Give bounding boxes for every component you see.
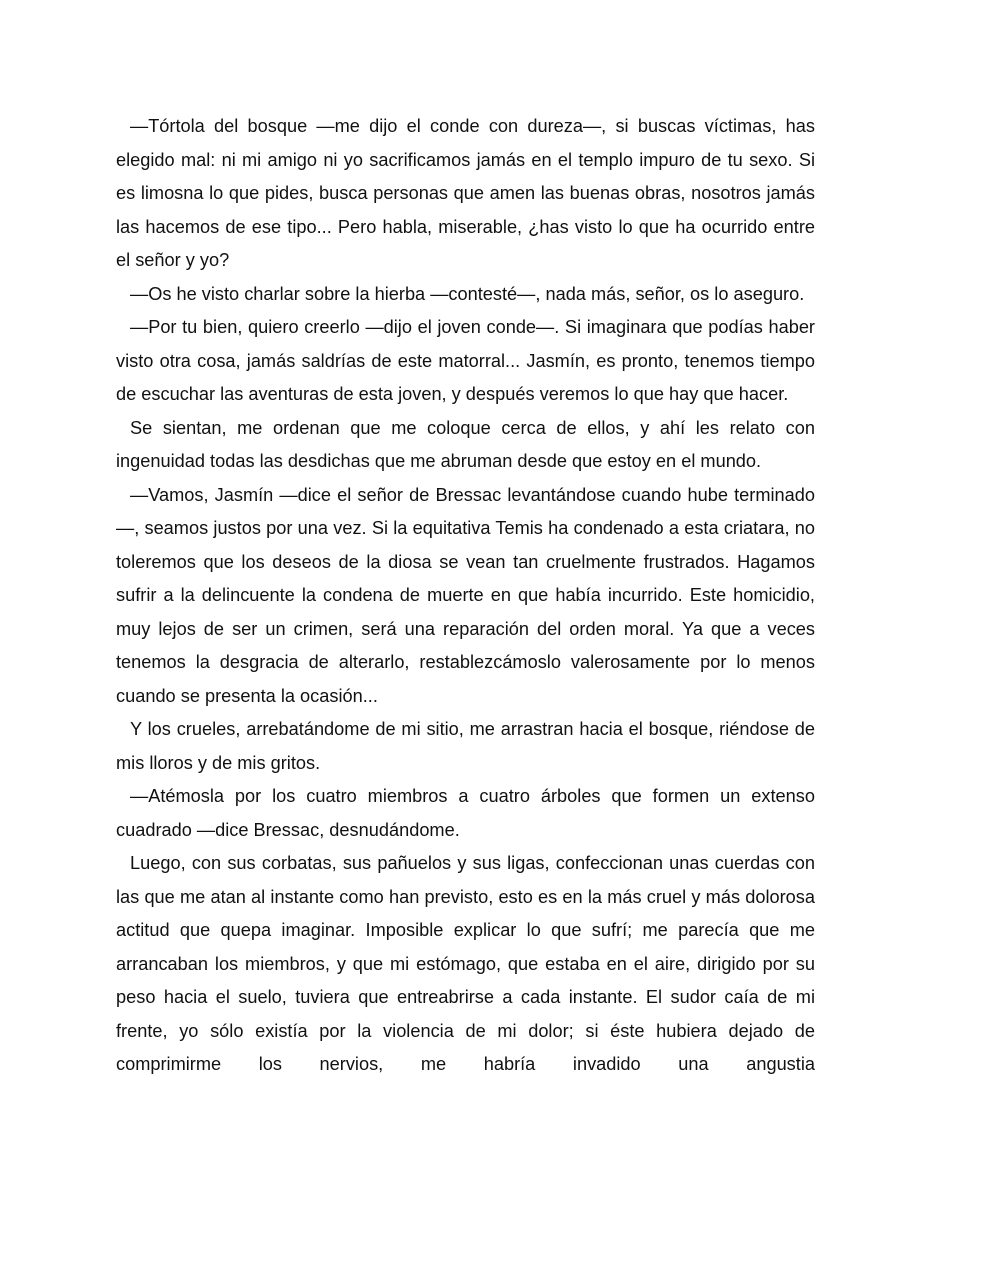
paragraph: —Vamos, Jasmín —dice el señor de Bressac levantándose cuando hube terminado—, seamos justos por una vez. Si la equitativa Temis ha condenado a esta criatara, no toleremos que los deseos de la diosa se vean tan cruelmente frustrados. Hagamos sufrir a la delincuente la condena de muerte en que había incurrido. Este homicidio, muy lejos de ser un crimen, será una reparación del orden moral. Ya que a veces tenemos la desgracia de alterarlo, restablezcámoslo valerosamente por lo menos cuando se presenta la ocasión... <box>116 484 815 706</box>
paragraph: —Por tu bien, quiero creerlo —dijo el joven conde—. Si imaginara que podías haber visto otra cosa, jamás saldrías de este matorral... Jasmín, es pronto, tenemos tiempo de escuchar las aventuras de esta joven, y después veremos lo que hay que hacer. <box>116 317 815 404</box>
paragraph: —Tórtola del bosque —me dijo el conde con dureza—, si buscas víctimas, has elegido mal: ni mi amigo ni yo sacrificamos jamás en el templo impuro de tu sexo. Si es limosna lo que pides, busca personas que amen las buenas obras, nosotros jamás las hacemos de ese tipo... Pero habla, miserable, ¿has visto lo que ha ocurrido entre el señor y yo? <box>116 116 815 270</box>
paragraph: Luego, con sus corbatas, sus pañuelos y sus ligas, confeccionan unas cuerdas con las que me atan al instante como han previsto, esto es en la más cruel y más dolorosa actitud que quepa imaginar. Imposible explicar lo que sufrí; me parecía que me arrancaban los miembros, y que mi estómago, que estaba en el aire, dirigido por su peso hacia el suelo, tuviera que entreabrirse a cada instante. El sudor caía de mi frente, yo sólo existía por la violencia de mi dolor; si éste hubiera dejado de comprimirme los nervios, me habría invadido una angustia <box>116 853 815 1074</box>
paragraph: —Os he visto charlar sobre la hierba —contesté—, nada más, señor, os lo aseguro. <box>130 283 805 304</box>
paragraph: —Atémosla por los cuatro miembros a cuatro árboles que formen un extenso cuadrado —dice Bressac, desnudándome. <box>116 786 815 840</box>
paragraph: Y los crueles, arrebatándome de mi sitio, me arrastran hacia el bosque, riéndose de mis lloros y de mis gritos. <box>116 719 815 773</box>
document-page <box>116 110 815 1082</box>
paragraph: Se sientan, me ordenan que me coloque cerca de ellos, y ahí les relato con ingenuidad todas las desdichas que me abruman desde que estoy en el mundo. <box>116 417 815 471</box>
